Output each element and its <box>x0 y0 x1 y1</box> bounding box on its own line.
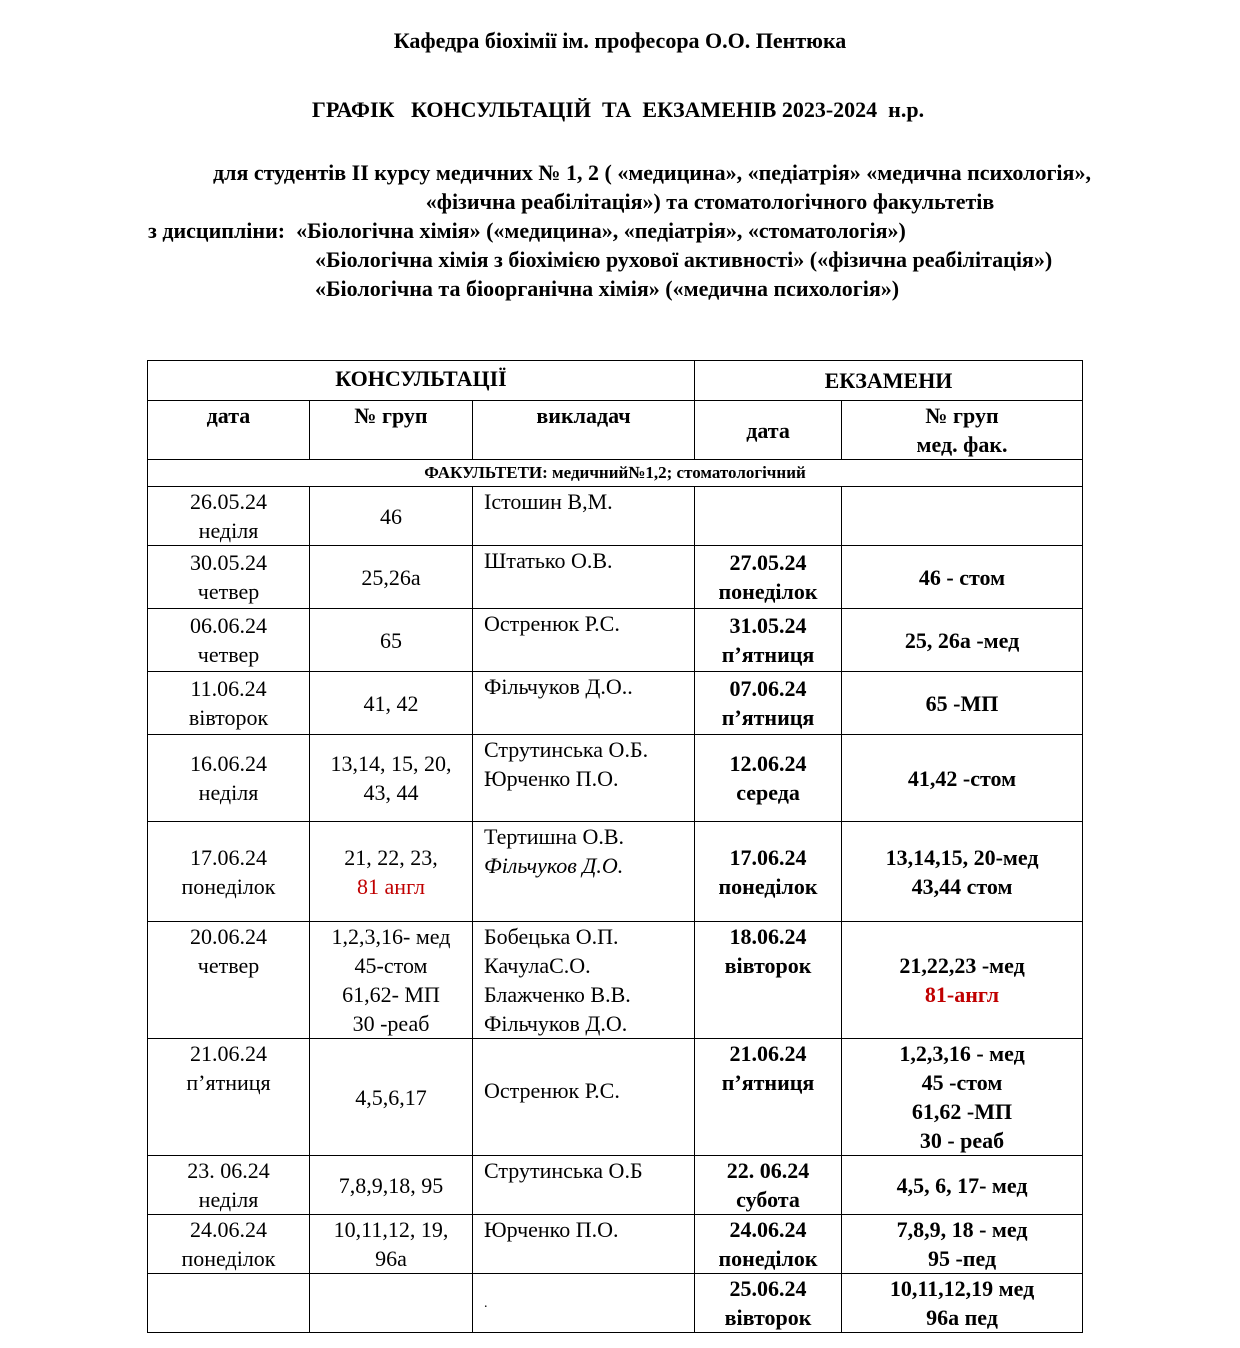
consult-date-cell <box>148 1215 310 1274</box>
col-header-exam-groups-line1: № груп <box>925 403 999 428</box>
teacher-cell <box>473 609 695 672</box>
group-line: 96а <box>375 1246 407 1271</box>
consult-day: неділя <box>198 518 259 543</box>
group-line: 13,14, 15, 20, <box>330 751 452 776</box>
table-row <box>148 1274 1083 1333</box>
exam-date-cell <box>695 822 842 922</box>
table-row <box>148 735 1083 822</box>
exams-header: ЕКЗАМЕНИ <box>695 361 1083 401</box>
exam-groups-cell <box>842 822 1083 922</box>
consult-date: 17.06.24 <box>190 844 267 870</box>
exam-day: понеділок <box>718 579 818 604</box>
exam-day: субота <box>736 1187 800 1212</box>
subtitle-line-2: «фізична реабілітація») та стоматологічного факультетів <box>425 189 995 214</box>
department-title: Кафедра біохімії ім. професора О.О. Пентюка <box>393 28 847 53</box>
consult-day: вівторок <box>188 705 269 730</box>
subtitle-line-1: для студентів ІІ курсу медичних № 1, 2 ( «медицина», «педіатрія» «медична психологія», <box>213 160 1091 185</box>
teacher-cell <box>473 1274 695 1333</box>
consult-date-cell <box>148 609 310 672</box>
exam-group-line: 10,11,12,19 мед <box>889 1276 1035 1301</box>
consult-date-cell <box>148 672 310 735</box>
exam-group-line: 1,2,3,16 - мед <box>899 1041 1025 1066</box>
consult-date-cell <box>148 922 310 1039</box>
consult-date: 30.05.24 <box>190 550 267 575</box>
exam-day: п’ятниця <box>721 1070 815 1095</box>
exam-date: 22. 06.24 <box>726 1158 810 1183</box>
group-line: 46 <box>380 503 402 529</box>
group-line: 45-стом <box>354 953 428 978</box>
exam-groups-cell <box>842 546 1083 609</box>
teacher-name: КачулаС.О. <box>484 953 591 978</box>
consult-groups-cell <box>310 822 473 922</box>
teacher-name: Остренюк Р.С. <box>484 1077 620 1103</box>
teacher-name: Бобецька О.П. <box>484 924 619 949</box>
exam-date-cell <box>695 487 842 546</box>
teacher-name: Струтинська О.Б. <box>484 737 649 762</box>
consult-date-cell <box>148 735 310 822</box>
consult-day: неділя <box>198 780 259 805</box>
consult-date-cell <box>148 822 310 922</box>
exam-date-cell <box>695 1039 842 1156</box>
consult-groups-cell <box>310 487 473 546</box>
consult-groups-cell <box>310 735 473 822</box>
consult-groups-cell <box>310 546 473 609</box>
exam-groups-cell <box>842 609 1083 672</box>
consultations-header: КОНСУЛЬТАЦІЇ <box>148 361 695 401</box>
exam-date-cell <box>695 609 842 672</box>
exam-group-line: 4,5, 6, 17- мед <box>896 1172 1028 1198</box>
exam-group-line: 43,44 стом <box>911 873 1013 899</box>
teacher-cell <box>473 672 695 735</box>
exam-group-line: 13,14,15, 20-мед <box>885 844 1039 870</box>
teacher-name: Фільчуков Д.О. <box>484 853 624 878</box>
consult-date: 11.06.24 <box>190 676 267 701</box>
teacher-name: Штатько О.В. <box>484 548 613 573</box>
exam-date: 12.06.24 <box>729 751 807 776</box>
teacher-cell <box>473 822 695 922</box>
consult-date: 26.05.24 <box>190 489 267 514</box>
exam-day: понеділок <box>718 873 818 899</box>
exam-group-line-english: 81-англ <box>924 982 1000 1007</box>
exam-date: 25.06.24 <box>729 1276 807 1301</box>
exam-groups-cell <box>842 1274 1083 1333</box>
exam-group-line: 65 -МП <box>925 690 999 716</box>
consult-day: четвер <box>197 579 260 604</box>
exam-date-cell <box>695 735 842 822</box>
group-line: 4,5,6,17 <box>355 1084 427 1110</box>
consult-date: 24.06.24 <box>190 1217 267 1242</box>
exam-group-line: 25, 26а -мед <box>904 627 1020 653</box>
exam-group-line: 21,22,23 -мед <box>899 953 1025 978</box>
table-row <box>148 1215 1083 1274</box>
consult-date-cell <box>148 1156 310 1215</box>
consult-day: понеділок <box>181 873 276 899</box>
consult-day: неділя <box>198 1187 259 1212</box>
group-line-english: 81 англ <box>357 873 425 899</box>
exam-date: 31.05.24 <box>729 613 807 638</box>
exam-date: 18.06.24 <box>729 924 807 949</box>
consult-date-cell <box>148 546 310 609</box>
consult-groups-cell <box>310 609 473 672</box>
faculties-label: ФАКУЛЬТЕТИ: медичний№1,2; стоматологічний <box>148 460 1083 487</box>
consult-date: 23. 06.24 <box>187 1158 270 1183</box>
teacher-name: Фільчуков Д.О. <box>484 1011 628 1036</box>
exam-day: вівторок <box>724 953 812 978</box>
schedule-table <box>147 360 1083 1333</box>
table-row <box>148 672 1083 735</box>
teacher-cell <box>473 1156 695 1215</box>
teacher-name: Струтинська О.Б <box>484 1158 643 1183</box>
subtitle-line-5: «Біологічна та біоорганічна хімія» («медична психологія») <box>315 276 900 301</box>
exam-date-cell <box>695 922 842 1039</box>
table-row <box>148 1039 1083 1156</box>
exam-group-line: 7,8,9, 18 - мед <box>896 1217 1028 1242</box>
teacher-cell <box>473 735 695 822</box>
exam-day: вівторок <box>724 1305 812 1330</box>
exam-date: 07.06.24 <box>729 676 807 701</box>
exam-group-line: 61,62 -МП <box>911 1099 1013 1124</box>
consult-groups-cell <box>310 922 473 1039</box>
group-line: 7,8,9,18, 95 <box>338 1172 444 1198</box>
exam-date-cell <box>695 1274 842 1333</box>
consult-day: понеділок <box>181 1246 276 1271</box>
subtitle-line-4: «Біологічна хімія з біохімією рухової активності» («фізична реабілітація») <box>315 247 1053 272</box>
consult-day: п’ятниця <box>186 1070 271 1095</box>
teacher-cell <box>473 487 695 546</box>
exam-group-line: 30 - реаб <box>919 1128 1005 1153</box>
teacher-cell <box>473 1039 695 1156</box>
group-line: 21, 22, 23, <box>344 844 438 870</box>
consult-date: 06.06.24 <box>190 613 267 638</box>
exam-groups-cell <box>842 1156 1083 1215</box>
consult-date: 20.06.24 <box>190 924 267 949</box>
teacher-name: Юрченко П.О. <box>484 1217 619 1242</box>
col-header-groups: № груп <box>310 401 473 460</box>
group-line: 10,11,12, 19, <box>333 1217 449 1242</box>
consult-groups-cell <box>310 1156 473 1215</box>
exam-date: 27.05.24 <box>729 550 807 575</box>
exam-date: 24.06.24 <box>729 1217 807 1242</box>
group-line: 43, 44 <box>363 780 419 805</box>
table-row <box>148 487 1083 546</box>
teacher-name: Блажченко В.В. <box>484 982 631 1007</box>
teacher-name: Юрченко П.О. <box>484 766 619 791</box>
teacher-name: Тертишна О.В. <box>484 824 625 849</box>
exam-date-cell <box>695 1156 842 1215</box>
consult-date: 21.06.24 <box>190 1041 267 1066</box>
consult-groups-cell <box>310 672 473 735</box>
exam-date-cell <box>695 546 842 609</box>
exam-groups-cell <box>842 1215 1083 1274</box>
col-header-date: дата <box>148 401 310 460</box>
teacher-name: Істошин В,М. <box>484 489 613 514</box>
table-row <box>148 546 1083 609</box>
exam-day: п’ятниця <box>721 642 815 667</box>
exam-groups-cell <box>842 672 1083 735</box>
consult-date-cell <box>148 487 310 546</box>
exam-day: п’ятниця <box>721 705 815 730</box>
exam-group-line: 41,42 -стом <box>907 765 1017 791</box>
col-header-teacher: викладач <box>473 401 695 460</box>
subtitle-line-3: з дисципліни: «Біологічна хімія» («медицина», «педіатрія», «стоматологія») <box>148 218 906 243</box>
exam-group-line: 96а пед <box>926 1305 998 1330</box>
consult-day: четвер <box>197 642 260 667</box>
exam-group-line: 46 - стом <box>918 564 1006 590</box>
exam-day: понеділок <box>718 1246 818 1271</box>
teacher-name: . <box>484 1295 488 1311</box>
group-line: 61,62- МП <box>342 982 440 1007</box>
teacher-cell <box>473 922 695 1039</box>
table-row <box>148 1156 1083 1215</box>
exam-groups-cell <box>842 1039 1083 1156</box>
teacher-cell <box>473 1215 695 1274</box>
consult-groups-cell <box>310 1274 473 1333</box>
group-line: 30 -реаб <box>352 1011 430 1036</box>
teacher-name: Остренюк Р.С. <box>484 611 620 636</box>
group-line: 41, 42 <box>363 690 419 716</box>
schedule-title: ГРАФІК КОНСУЛЬТАЦІЙ ТА ЕКЗАМЕНІВ 2023-2024 н.р. <box>311 97 925 122</box>
consult-day: четвер <box>197 953 260 978</box>
exam-group-line: 45 -стом <box>921 1070 1003 1095</box>
exam-date: 21.06.24 <box>729 1041 807 1066</box>
exam-day: середа <box>736 780 800 805</box>
col-header-exam-groups-line2: мед. фак. <box>916 432 1008 457</box>
col-header-exam-date: дата <box>695 401 842 460</box>
col-header-exam-groups <box>842 401 1083 460</box>
teacher-name: Фільчуков Д.О.. <box>484 674 633 699</box>
group-line: 65 <box>380 627 402 653</box>
consult-groups-cell <box>310 1039 473 1156</box>
exam-date-cell <box>695 1215 842 1274</box>
exam-date: 17.06.24 <box>729 844 807 870</box>
exam-group-line: 95 -пед <box>927 1246 997 1271</box>
group-line: 1,2,3,16- мед <box>331 924 451 949</box>
teacher-cell <box>473 546 695 609</box>
consult-groups-cell <box>310 1215 473 1274</box>
table-row <box>148 609 1083 672</box>
table-row <box>148 922 1083 1039</box>
table-row <box>148 822 1083 922</box>
exam-date-cell <box>695 672 842 735</box>
consult-date-cell <box>148 1274 310 1333</box>
consult-date: 16.06.24 <box>190 751 267 776</box>
group-line: 25,26а <box>361 564 421 590</box>
exam-groups-cell <box>842 487 1083 546</box>
consult-date-cell <box>148 1039 310 1156</box>
exam-groups-cell <box>842 922 1083 1039</box>
exam-groups-cell <box>842 735 1083 822</box>
